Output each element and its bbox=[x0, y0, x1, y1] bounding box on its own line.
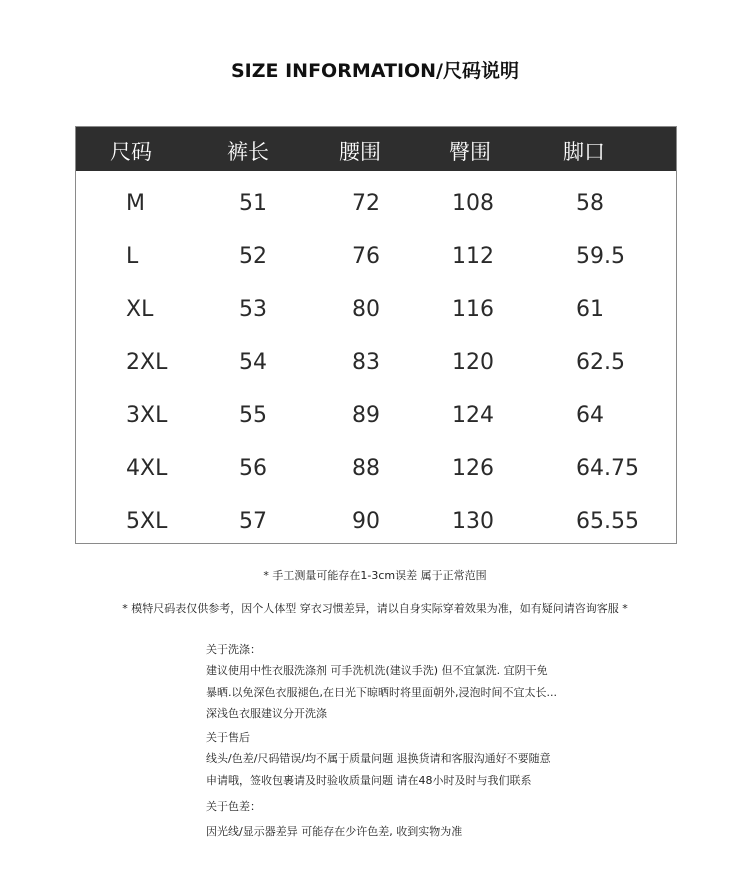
cell-length: 53 bbox=[239, 297, 267, 322]
header-length: 裤长 bbox=[227, 140, 269, 164]
measurement-note: * 手工测量可能存在1-3cm误差 属于正常范围 bbox=[263, 569, 487, 582]
cell-leg-opening: 64 bbox=[576, 403, 604, 428]
cell-size: 4XL bbox=[126, 456, 168, 481]
page-title: SIZE INFORMATION/尺码说明 bbox=[230, 60, 519, 82]
cell-leg-opening: 62.5 bbox=[576, 350, 625, 375]
cell-length: 51 bbox=[239, 191, 267, 216]
size-table bbox=[75, 126, 677, 544]
cell-hip: 126 bbox=[452, 456, 494, 481]
washing-text-line: 建议使用中性衣服洗涤剂 可手洗机洗(建议手洗) 但不宜氯洗. 宜阴干免 bbox=[206, 664, 548, 677]
cell-waist: 72 bbox=[352, 191, 380, 216]
cell-waist: 90 bbox=[352, 509, 380, 534]
cell-length: 55 bbox=[239, 403, 267, 428]
cell-length: 56 bbox=[239, 456, 267, 481]
color-difference-title: 关于色差： bbox=[206, 800, 261, 813]
reference-note: * 模特尺码表仅供参考，因个人体型 穿衣习惯差异，请以自身实际穿着效果为准，如有疑问请咨询客服 * bbox=[122, 602, 628, 615]
cell-hip: 120 bbox=[452, 350, 494, 375]
table-row bbox=[76, 443, 676, 496]
table-row bbox=[76, 337, 676, 390]
aftersale-text-line: 申请哦，签收包裹请及时验收质量问题 请在48小时及时与我们联系 bbox=[206, 774, 532, 787]
table-row bbox=[76, 178, 676, 231]
cell-leg-opening: 61 bbox=[576, 297, 604, 322]
cell-hip: 124 bbox=[452, 403, 494, 428]
cell-waist: 76 bbox=[352, 244, 380, 269]
aftersale-text-line: 线头/色差/尺码错误/均不属于质量问题 退换货请和客服沟通好不要随意 bbox=[206, 752, 551, 765]
cell-hip: 108 bbox=[452, 191, 494, 216]
cell-leg-opening: 64.75 bbox=[576, 456, 639, 481]
header-leg-opening: 脚口 bbox=[563, 140, 605, 164]
cell-length: 52 bbox=[239, 244, 267, 269]
cell-hip: 116 bbox=[452, 297, 494, 322]
cell-waist: 80 bbox=[352, 297, 380, 322]
header-waist: 腰围 bbox=[339, 140, 381, 164]
cell-waist: 83 bbox=[352, 350, 380, 375]
cell-hip: 112 bbox=[452, 244, 494, 269]
cell-leg-opening: 65.55 bbox=[576, 509, 639, 534]
cell-size: M bbox=[126, 191, 145, 216]
cell-leg-opening: 58 bbox=[576, 191, 604, 216]
aftersale-title: 关于售后 bbox=[206, 731, 250, 744]
washing-text-line: 深浅色衣服建议分开洗涤 bbox=[206, 707, 327, 720]
washing-text-line: 暴晒.以免深色衣服褪色,在日光下晾晒时将里面朝外,浸泡时间不宜太长... bbox=[206, 686, 557, 699]
table-row bbox=[76, 231, 676, 284]
header-hip: 臀围 bbox=[449, 140, 491, 164]
cell-length: 57 bbox=[239, 509, 267, 534]
cell-size: 2XL bbox=[126, 350, 168, 375]
cell-waist: 88 bbox=[352, 456, 380, 481]
cell-size: 3XL bbox=[126, 403, 168, 428]
header-size: 尺码 bbox=[110, 140, 152, 164]
cell-size: XL bbox=[126, 297, 154, 322]
cell-leg-opening: 59.5 bbox=[576, 244, 625, 269]
color-difference-text: 因光线/显示器差异 可能存在少许色差, 收到实物为准 bbox=[206, 825, 463, 838]
table-row bbox=[76, 496, 676, 549]
table-row bbox=[76, 390, 676, 443]
cell-size: 5XL bbox=[126, 509, 168, 534]
cell-size: L bbox=[126, 244, 139, 269]
table-header bbox=[76, 127, 676, 171]
cell-length: 54 bbox=[239, 350, 267, 375]
table-row bbox=[76, 284, 676, 337]
washing-title: 关于洗涤： bbox=[206, 643, 261, 656]
cell-waist: 89 bbox=[352, 403, 380, 428]
cell-hip: 130 bbox=[452, 509, 494, 534]
